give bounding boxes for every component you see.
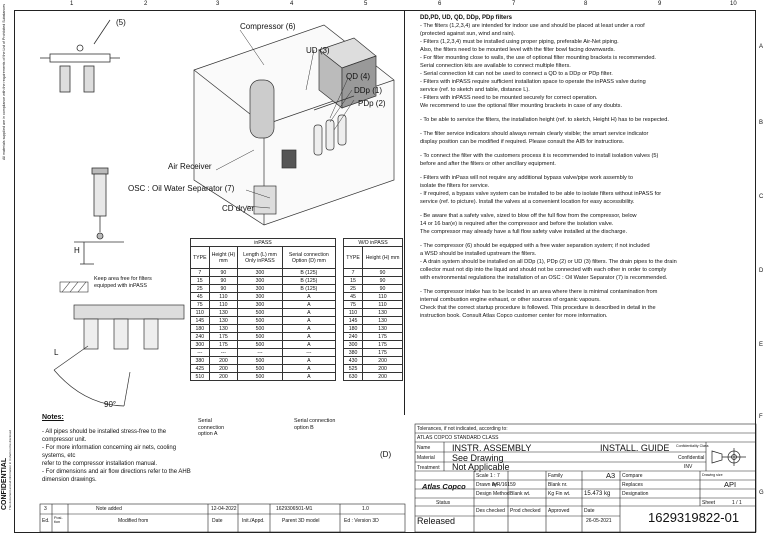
column-number: 8 [584, 1, 588, 7]
table-cell: 380 [344, 349, 363, 357]
name-label: Name [417, 445, 431, 451]
header-modified: Modified from [118, 518, 149, 524]
note-line: - All pipes should be installed stress-free to the [42, 429, 167, 435]
keep-area-text: Keep area free for filters equipped with inPASS [94, 276, 152, 289]
column-number: 10 [730, 1, 737, 7]
instruction-line: (protected against sun, wind and rain). [420, 31, 516, 37]
header-ed: Ed. [42, 518, 50, 524]
table-cell: 510 [191, 373, 210, 381]
table-cell: 500 [238, 317, 282, 325]
table-cell: 15 [344, 277, 363, 285]
table-cell: 500 [238, 325, 282, 333]
table-cell: 500 [238, 309, 282, 317]
serial-option-a: Serial connection option A [198, 418, 225, 437]
callout-air-receiver: Air Receiver [168, 162, 212, 171]
treatment-label: Treatment [417, 465, 440, 471]
tolerances-label: Tolerances, if not indicated, according to: [417, 426, 508, 432]
prod-checked-label: Prod checked [510, 508, 541, 514]
date-label: Date [584, 508, 595, 514]
table-cell: --- [282, 349, 335, 357]
api-value: API [724, 480, 737, 489]
instruction-line: - To connect the filter with the customers process it is recommended to install isolation valves (5) [420, 153, 659, 159]
confidential-word: Confidential [678, 455, 705, 461]
table-cell: 240 [344, 333, 363, 341]
blank-wt-label: Blank wt. [510, 491, 531, 497]
instruction-line: - Serial connection kit can not be used to connect a QD to a DDp or PDp filter. [420, 71, 613, 77]
table-cell: 145 [191, 317, 210, 325]
table-cell: 25 [191, 285, 210, 293]
table-cell: 500 [238, 373, 282, 381]
instruction-line: service (ref. to picture). Install the valves at a convenient location for easy accessibility. [420, 199, 635, 205]
callout-qd: QD (4) [346, 72, 370, 81]
height-dimension-label: H [74, 246, 80, 255]
column-number: 7 [512, 1, 516, 7]
column-number: 1 [70, 1, 74, 7]
design-method-label: Design Method [476, 491, 510, 497]
row-letter: E [759, 342, 764, 348]
confidentiality-class: Confidentiality Class [676, 444, 709, 448]
table-cell: 90 [209, 285, 238, 293]
instruction-line: - Filters with inPASS need to be mounted securely for correct operation. [420, 95, 598, 101]
table-cell: 25 [344, 285, 363, 293]
instruction-line: collector must not dip into the liquid and should not be connected with each other in order to comply [420, 267, 667, 273]
table-cell: 200 [209, 373, 238, 381]
table-cell: 180 [344, 325, 363, 333]
table-cell: B (125) [282, 277, 335, 285]
table-cell: 175 [209, 341, 238, 349]
table-cell: 630 [344, 373, 363, 381]
table-cell: 525 [344, 365, 363, 373]
column-number: 5 [364, 1, 368, 7]
material-label: Material [417, 455, 435, 461]
instruction-line: with environmental regulations the installation of an OSC : Oil Water Separator (7) is recommended. [420, 275, 668, 281]
table-cell: 200 [363, 373, 403, 381]
table-cell: 130 [209, 325, 238, 333]
column-number: 6 [438, 1, 442, 7]
table-cell: 110 [363, 293, 403, 301]
weight-value: 15.473 kg [584, 491, 611, 497]
revision-ref: 1629306501-M1 [276, 506, 313, 512]
kg-fin-wt-label: Kg Fin wt. [548, 491, 571, 497]
table-cell: A [282, 317, 335, 325]
table-cell: 500 [238, 341, 282, 349]
column-number: 2 [144, 1, 148, 7]
table-cell: 175 [363, 349, 403, 357]
instruction-line: 14 or 16 bar(e) is required after the compressor and before the isolation valve. [420, 221, 614, 227]
drawn-label: Drawn by [476, 482, 498, 488]
table-cell: 200 [209, 365, 238, 373]
column-number: 3 [216, 1, 220, 7]
table-cell: 145 [344, 317, 363, 325]
table-cell: 15 [191, 277, 210, 285]
note-line: - For dimensions and air flow directions refer to the AHB [42, 469, 191, 475]
table-column-header: Length (L) mm Only inPASS [238, 247, 282, 269]
table-cell: 110 [363, 301, 403, 309]
table-cell: 300 [238, 301, 282, 309]
table-cell: 90 [363, 285, 403, 293]
table-column-header: Height (H) mm [363, 247, 403, 269]
projection-symbol [712, 448, 746, 466]
table-cell: 130 [363, 317, 403, 325]
revision-ed: 3 [44, 506, 47, 512]
note-line: systems, etc [42, 453, 76, 459]
table-cell: 130 [363, 309, 403, 317]
table-cell: 300 [191, 341, 210, 349]
callout-pdp: PDp (2) [358, 99, 386, 108]
table-cell: 300 [238, 293, 282, 301]
table-cell: B (125) [282, 269, 335, 277]
replaces-label: Replaces [622, 482, 643, 488]
table-cell: 200 [363, 365, 403, 373]
table-cell: 175 [209, 333, 238, 341]
header-parent: Parent 3D model [282, 518, 320, 524]
approved-label: Approved [548, 508, 570, 514]
callout-ddp: DDp (1) [354, 86, 383, 95]
note-line: - For more information concerning air nets, cooling [42, 445, 177, 451]
instruction-line: internal combustion engine exhaust, or other sources of organic vapours. [420, 297, 601, 303]
instruction-line: - Filters with inPass will not require any additional bypass valve/pipe work assembly to [420, 175, 633, 181]
name-value: INSTR. ASSEMBLY [452, 443, 532, 453]
compliance-text: All materials supplied are in compliance with the requirements of the List of Prohibited Substances [2, 3, 6, 160]
table-cell: 180 [191, 325, 210, 333]
table-group-header: inPASS [191, 239, 336, 247]
inv-label: INV [684, 464, 693, 470]
instruction-line: - The compressor (6) should be equipped with a free water separation system; if not included [420, 243, 650, 249]
callout-osc: OSC : Oil Water Separator (7) [128, 184, 235, 193]
table-cell: A [282, 301, 335, 309]
table-cell: 430 [344, 357, 363, 365]
instruction-line: a WSD should be installed upstream the filters. [420, 251, 537, 257]
table-cell: A [282, 333, 335, 341]
instruction-line: instruction book. Consult Atlas Copco customer center for more information. [420, 313, 608, 319]
table-cell: 380 [191, 357, 210, 365]
table-column-header: Height (H) mm [209, 247, 238, 269]
instruction-line: - To be able to service the filters, the installation height (ref. to sketch, Height H) has to be respected. [420, 117, 669, 123]
family-label: Family [548, 473, 563, 479]
instruction-line: Serial connection kits are available to connect multiple filters. [420, 63, 571, 69]
table-cell: 7 [344, 269, 363, 277]
treatment-value: Not Applicable [452, 462, 510, 472]
brand-logo: Atlas Copco [422, 482, 466, 491]
table-cell: 90 [363, 277, 403, 285]
instructions-title: DD,PD, UD, QD, DDp, PDp filters [420, 15, 513, 21]
table-cell: 110 [209, 293, 238, 301]
instruction-line: - If required, a bypass valve system can be installed to be able to isolate filters without inPASS for [420, 191, 662, 197]
table-cell: --- [191, 349, 210, 357]
date-value: 26-05-2021 [586, 518, 612, 524]
instruction-line: The compressor may already have a full flow safety valve installed at the discharge. [420, 229, 628, 235]
note-line: refer to the compressor installation manual. [42, 461, 158, 467]
standard-class: ATLAS COPCO STANDARD CLASS [417, 435, 499, 441]
table-cell: 90 [209, 277, 238, 285]
table-cell: 110 [209, 301, 238, 309]
table-cell: 240 [191, 333, 210, 341]
table-cell: --- [238, 349, 282, 357]
instruction-line: before and after the filters or other ancillary equipment. [420, 161, 556, 167]
table-cell: 500 [238, 333, 282, 341]
table-cell: B (125) [282, 285, 335, 293]
instruction-line: - The filter service indicators should always remain clearly visible; the smart service indicator [420, 131, 649, 137]
designation-label: Designation [622, 491, 649, 497]
table-cell: 90 [209, 269, 238, 277]
instruction-line: isolate the filters for service. [420, 183, 490, 189]
instruction-line: Check that the correct startup procedure is followed. This procedure is described in detail in the [420, 305, 656, 311]
instruction-line: Also, the filters need to be mounted level with the filter bowl facing downwards. [420, 47, 615, 53]
table-column-header: TYPE [191, 247, 210, 269]
table-cell: 200 [363, 357, 403, 365]
confidential-label: CONFIDENTIAL [1, 457, 8, 510]
name-value-2: INSTALL. GUIDE [600, 443, 670, 453]
instruction-line: - The compressor intake has to be located in an area where there is minimal contamination from [420, 289, 658, 295]
row-letter: C [759, 194, 764, 200]
instruction-line: - The filters (1,2,3,4) are intended for indoor use and should be placed at least under a roof [420, 23, 645, 29]
table-cell: 130 [363, 325, 403, 333]
column-number: 4 [290, 1, 294, 7]
callout-cd-dryer: CD dryer [222, 204, 255, 213]
header-date: Date [212, 518, 223, 524]
table-cell: A [282, 373, 335, 381]
instruction-line: - A drain system should be installed on all DDp (1), PDp (2) or UD (3) filters. The drain pipes to the drain [420, 259, 677, 265]
table-cell: 500 [238, 365, 282, 373]
instruction-line: - Be aware that a safety valve, sized to blow off the full flow from the compressor, below [420, 213, 637, 219]
sheet-value: 1 / 1 [732, 500, 742, 506]
table-cell: 110 [191, 309, 210, 317]
table-cell: 300 [238, 285, 282, 293]
header-position: Posi-tion [54, 516, 63, 524]
status-value: Released [417, 516, 456, 526]
instruction-line: - For filter mounting close to walls, the use of optional filter mounting brackets is recommended. [420, 55, 656, 61]
angle-label: 90° [104, 400, 117, 409]
table-cell: 300 [238, 269, 282, 277]
callout-isolation-valve: (5) [116, 18, 126, 27]
row-letter: F [759, 414, 763, 420]
document-number: 1629319822-01 [648, 510, 740, 525]
status-label: Status [436, 500, 451, 506]
instruction-line: We recommend to use the optional filter mounting brackets in case of any doubts. [420, 103, 623, 109]
table-group-header: W/O inPASS [344, 239, 403, 247]
instruction-line: display position can be modified if required. Please consult the AIB for instructions. [420, 139, 625, 145]
table-cell: 45 [191, 293, 210, 301]
header-edver: Ed : Version 3D [344, 518, 379, 524]
table-cell: 45 [344, 293, 363, 301]
table-cell: --- [209, 349, 238, 357]
confidential-notice: This document and all information in it shall not be disclosed [8, 429, 12, 510]
instruction-line: - Filters with inPASS require sufficient installation space to operate the inPASS valve during [420, 79, 646, 85]
notes-heading: Notes: [42, 414, 64, 421]
sheet-label: Sheet [702, 500, 716, 506]
table-cell: 425 [191, 365, 210, 373]
header-init: Init./Appd. [242, 518, 265, 524]
table-cell: 75 [191, 301, 210, 309]
table-cell: 300 [344, 341, 363, 349]
table-cell: A [282, 309, 335, 317]
row-letter: B [759, 120, 764, 126]
row-letter: G [759, 490, 764, 496]
table-cell: A [282, 325, 335, 333]
table-column-header: TYPE [344, 247, 363, 269]
table-cell: 200 [209, 357, 238, 365]
table-cell: A [282, 357, 335, 365]
blank-nr-label: Blank nr. [548, 482, 568, 488]
drawn-value: A/R/16159 [492, 482, 516, 488]
revision-ver: 1.0 [362, 506, 369, 512]
length-dimension-label: L [54, 348, 59, 357]
table-cell: 175 [363, 333, 403, 341]
note-line: dimension drawings. [42, 477, 97, 483]
table-cell: 175 [363, 341, 403, 349]
serial-d-label: (D) [380, 450, 392, 459]
table-cell: 110 [344, 309, 363, 317]
note-line: compressor unit. [42, 437, 87, 443]
instruction-line: - Filters (1,2,3,4) must be installed using proper piping, preferable Air-Net piping. [420, 39, 619, 45]
scale-label: Scale [476, 473, 489, 479]
des-checked-label: Des checked [476, 508, 505, 514]
table-cell: 130 [209, 309, 238, 317]
instruction-line: service (ref. to sketch and table, distance L). [420, 87, 530, 93]
compare-label: Compare [622, 473, 643, 479]
callout-compressor: Compressor (6) [240, 22, 296, 31]
scale-value: 1 : 7 [490, 473, 500, 479]
revision-date: 12-04-2022 [211, 506, 237, 512]
row-letter: A [759, 44, 764, 50]
material-value: See Drawing [452, 453, 504, 463]
table-cell: 75 [344, 301, 363, 309]
serial-option-b: Serial connection option B [294, 418, 336, 431]
table-cell: A [282, 365, 335, 373]
row-letter: D [759, 268, 764, 274]
table-cell: A [282, 293, 335, 301]
table-column-header: Serial connection Option (D) mm [282, 247, 335, 269]
callout-ud: UD (3) [306, 46, 330, 55]
column-number: 9 [658, 1, 662, 7]
drawing-size-label: Drawing size [702, 473, 723, 477]
table-cell: 7 [191, 269, 210, 277]
table-cell: 90 [363, 269, 403, 277]
table-cell: 500 [238, 357, 282, 365]
revision-desc: Note added [96, 506, 122, 512]
table-cell: 130 [209, 317, 238, 325]
format-value: A3 [606, 471, 616, 480]
table-cell: A [282, 341, 335, 349]
table-cell: 300 [238, 277, 282, 285]
